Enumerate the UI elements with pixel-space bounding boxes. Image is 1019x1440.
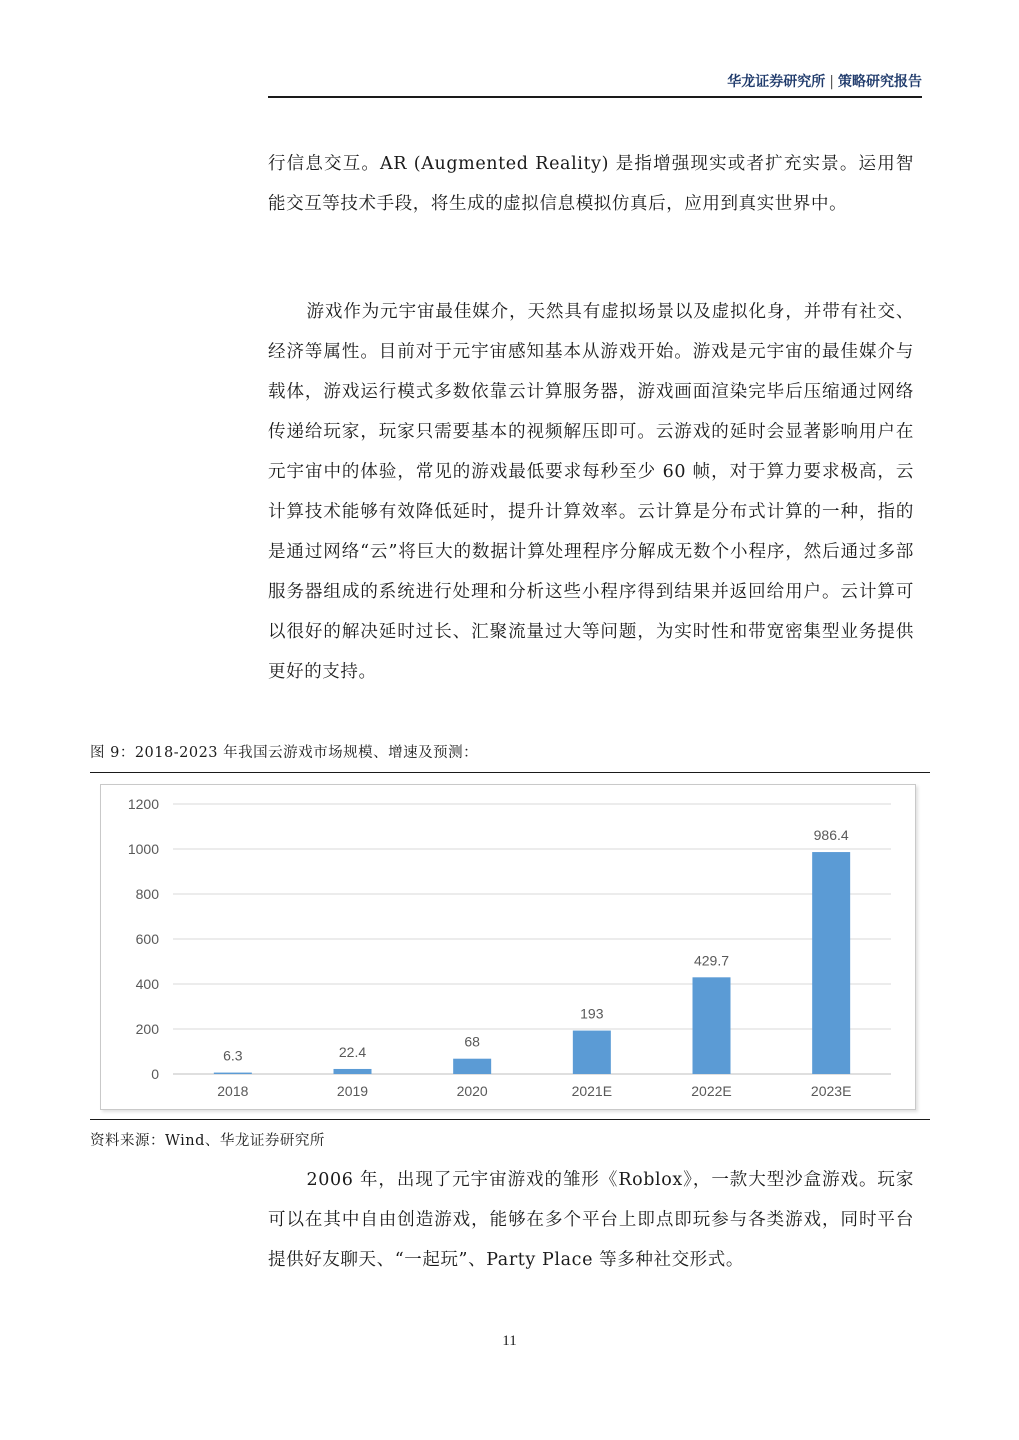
x-tick-label: 2018 bbox=[217, 1083, 249, 1099]
bar bbox=[453, 1059, 491, 1074]
bar-value-label: 986.4 bbox=[813, 827, 849, 844]
paragraph-cloud-gaming: 游戏作为元宇宙最佳媒介，天然具有虚拟场景以及虚拟化身，并带有社交、经济等属性。目前对于元宇宙感知基本从游戏开始。游戏是元宇宙的最佳媒介与载体，游戏运行模式多数依靠云计算服务器，游戏画面渲染完毕后压缩通过网络传递给玩家，玩家只需要基本的视频解压即可。云游戏的延时会显著影响用户在元宇宙中的体验，常见的游戏最低要求每秒至少 60 帧，对于算力要求极高，云计算技术能够有效降低延时，提升计算效率。云计算是分布式计算的一种，指的是通过网络“云”将巨大的数据计算处理程序分解成无数个小程序，然后通过多部服务器组成的系统进行处理和分析这些小程序得到结果并返回给用户。云计算可以很好的解决延时过长、汇聚流量过大等问题，为实时性和带宽密集型业务提供更好的支持。 bbox=[268, 302, 914, 682]
bar-value-label: 193 bbox=[580, 1005, 604, 1022]
y-tick-label: 800 bbox=[135, 886, 159, 902]
x-tick-label: 2022E bbox=[691, 1083, 732, 1099]
bar-value-label: 6.3 bbox=[223, 1047, 243, 1064]
bar bbox=[334, 1069, 372, 1074]
bar bbox=[693, 977, 731, 1074]
page-header bbox=[268, 70, 922, 98]
y-tick-label: 200 bbox=[135, 1021, 159, 1037]
y-tick-label: 600 bbox=[135, 931, 159, 947]
chart-frame bbox=[100, 784, 916, 1110]
bar-chart bbox=[101, 785, 915, 1109]
figure-top-rule bbox=[90, 772, 930, 773]
figure-title: 图 9：2018-2023 年我国云游戏市场规模、增速及预测： bbox=[90, 745, 479, 761]
y-tick-label: 400 bbox=[135, 976, 159, 992]
figure-source: 资料来源：Wind、华龙证券研究所 bbox=[90, 1133, 325, 1149]
paragraph-ar-definition: 行信息交互。AR (Augmented Reality) 是指增强现实或者扩充实景。运用智能交互等技术手段，将生成的虚拟信息模拟仿真后，应用到真实世界中。 bbox=[268, 154, 914, 214]
bar-value-label: 68 bbox=[464, 1033, 480, 1050]
header-separator: | bbox=[829, 74, 834, 90]
y-tick-label: 0 bbox=[151, 1066, 159, 1082]
bar bbox=[812, 852, 850, 1074]
figure-bottom-rule bbox=[90, 1119, 930, 1120]
paragraph-roblox: 2006 年，出现了元宇宙游戏的雏形《Roblox》，一款大型沙盒游戏。玩家可以在其中自由创造游戏，能够在多个平台上即点即玩参与各类游戏，同时平台提供好友聊天、“一起玩”、Party Place 等多种社交形式。 bbox=[268, 1170, 914, 1270]
bar bbox=[573, 1031, 611, 1074]
x-tick-label: 2019 bbox=[336, 1083, 369, 1099]
x-tick-label: 2021E bbox=[571, 1083, 613, 1099]
bar-value-label: 22.4 bbox=[338, 1043, 367, 1060]
y-tick-label: 1000 bbox=[127, 841, 159, 857]
bar bbox=[214, 1073, 252, 1074]
x-tick-label: 2023E bbox=[810, 1083, 852, 1099]
page-number: 11 bbox=[502, 1333, 517, 1349]
header-report-type: 策略研究报告 bbox=[838, 74, 922, 90]
bar-value-label: 429.7 bbox=[693, 952, 730, 969]
y-tick-label: 1200 bbox=[127, 796, 159, 812]
header-org: 华龙证券研究所 bbox=[727, 74, 826, 90]
x-tick-label: 2020 bbox=[456, 1083, 488, 1099]
